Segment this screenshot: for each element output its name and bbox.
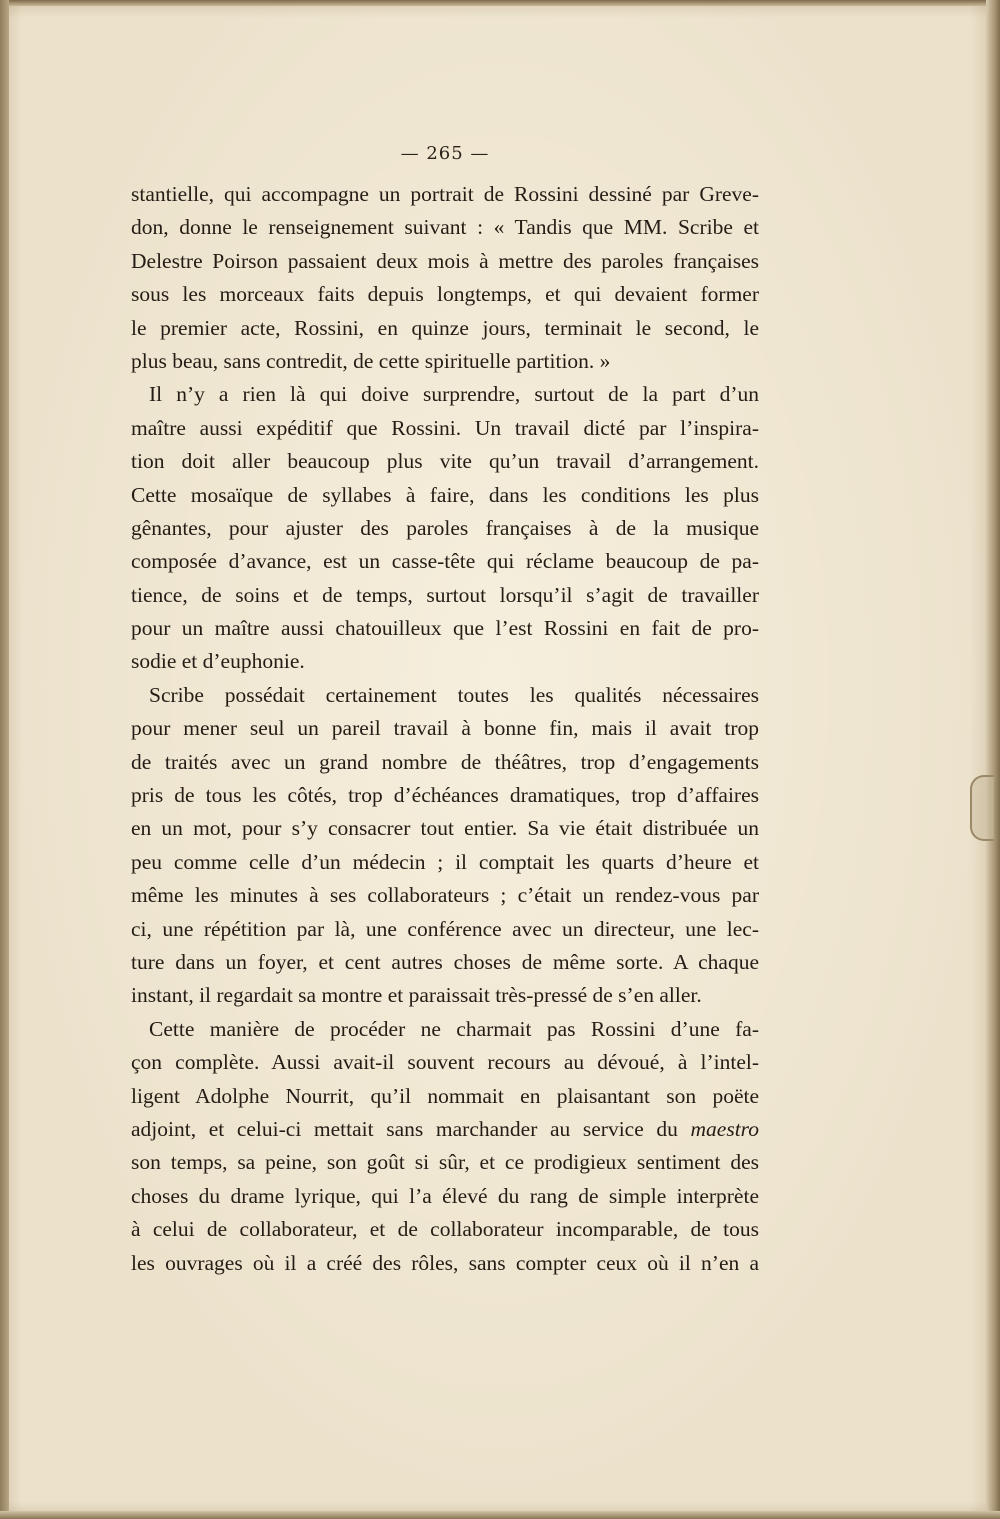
text-line: ligent Adolphe Nourrit, qu’il nommait en plaisantant son poëte — [131, 1083, 759, 1108]
text-line: don, donne le renseignement suivant : « Tandis que MM. Scribe et — [131, 215, 759, 240]
page-right-edge — [986, 0, 1000, 1519]
page-top-edge — [0, 0, 1000, 6]
paragraph-start-line: Cette manière de procéder ne charmait pas Rossini d’une fa- — [149, 1016, 759, 1041]
page-left-edge — [0, 0, 9, 1519]
text-segment: adjoint, et celui-ci mettait sans marchander au service du — [131, 1116, 691, 1141]
text-line: çon complète. Aussi avait-il souvent recours au dévoué, à l’intel- — [131, 1050, 759, 1075]
text-line: instant, il regardait sa montre et paraissait très-pressé de s’en aller. — [131, 983, 702, 1008]
paragraph-start-line: Il n’y a rien là qui doive surprendre, surtout de la part d’un — [149, 382, 759, 407]
binding-clip-mark — [970, 775, 994, 841]
text-line: pris de tous les côtés, trop d’échéances dramatiques, trop d’affaires — [131, 783, 759, 808]
page-bottom-edge — [0, 1511, 1000, 1519]
text-line: ci, une répétition par là, une conférence avec un directeur, une lec- — [131, 916, 759, 941]
body-text — [131, 178, 759, 1280]
text-line: peu comme celle d’un médecin ; il comptait les quarts d’heure et — [131, 849, 759, 874]
text-line: stantielle, qui accompagne un portrait de Rossini dessiné par Greve- — [131, 182, 759, 206]
text-line: ture dans un foyer, et cent autres choses de même sorte. A chaque — [131, 949, 759, 974]
text-line: composée d’avance, est un casse-tête qui réclame beaucoup de pa- — [131, 549, 759, 574]
text-line: Delestre Poirson passaient deux mois à mettre des paroles françaises — [131, 248, 759, 273]
text-line: les ouvrages où il a créé des rôles, sans compter ceux où il n’en a — [131, 1250, 759, 1275]
text-line: même les minutes à ses collaborateurs ; c’était un rendez-vous par — [131, 883, 759, 908]
text-line: tion doit aller beaucoup plus vite qu’un travail d’arrangement. — [131, 449, 759, 474]
text-line: sodie et d’euphonie. — [131, 649, 305, 674]
text-line: à celui de collaborateur, et de collaborateur incomparable, de tous — [131, 1217, 759, 1242]
text-line: maître aussi expéditif que Rossini. Un travail dicté par l’inspira- — [131, 415, 759, 440]
page-number: — 265 — — [400, 143, 490, 164]
italic-word-maestro: maestro — [690, 1116, 759, 1141]
text-line: Cette mosaïque de syllabes à faire, dans les conditions les plus — [131, 482, 759, 507]
text-line: pour un maître aussi chatouilleux que l’est Rossini en fait de pro- — [131, 616, 759, 641]
text-line: son temps, sa peine, son goût si sûr, et ce prodigieux sentiment des — [131, 1150, 759, 1175]
text-line: gênantes, pour ajuster des paroles françaises à de la musique — [131, 515, 759, 540]
text-line-with-italic — [131, 1113, 759, 1146]
text-line: de traités avec un grand nombre de théâtres, trop d’engagements — [131, 749, 759, 774]
text-line: choses du drame lyrique, qui l’a élevé du rang de simple interprète — [131, 1183, 759, 1208]
paragraph-start-line: Scribe possédait certainement toutes les qualités nécessaires — [149, 682, 759, 707]
text-line: pour mener seul un pareil travail à bonne fin, mais il avait trop — [131, 716, 759, 741]
text-line: le premier acte, Rossini, en quinze jours, terminait le second, le — [131, 315, 759, 340]
text-line: plus beau, sans contredit, de cette spirituelle partition. » — [131, 348, 611, 373]
text-line: en un mot, pour s’y consacrer tout entier. Sa vie était distribuée un — [131, 816, 759, 841]
text-line: tience, de soins et de temps, surtout lorsqu’il s’agit de travailler — [131, 582, 759, 607]
text-line: sous les morceaux faits depuis longtemps, et qui devaient former — [131, 282, 759, 307]
